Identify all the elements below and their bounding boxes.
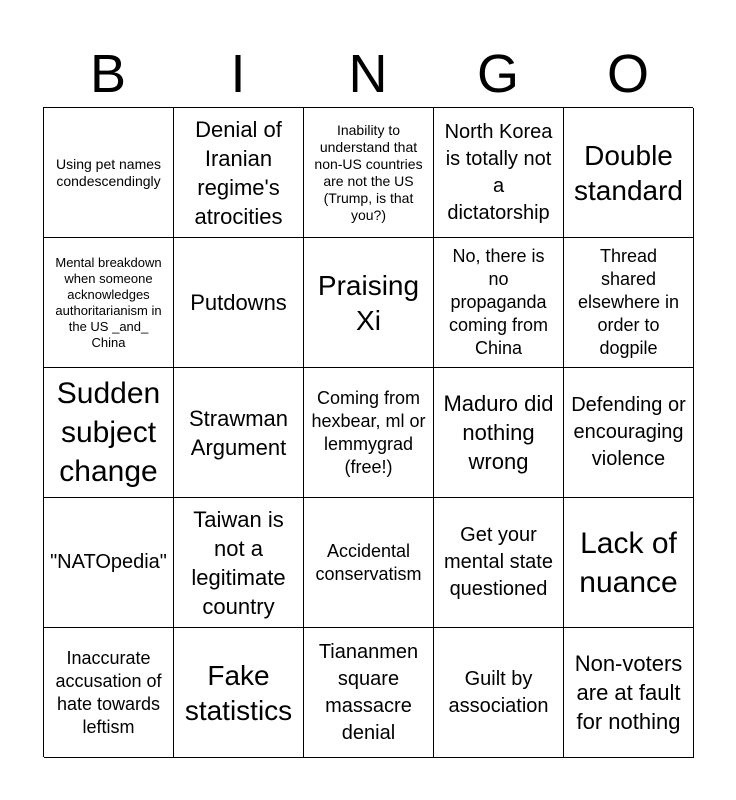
cell-text: Inaccurate accusation of hate towards leftism	[55, 647, 162, 737]
cell-text: Sudden subject change	[56, 377, 161, 488]
bingo-grid	[43, 107, 693, 757]
cell-text: Maduro did nothing wrong	[443, 391, 554, 474]
cell-text: Coming from hexbear, ml or lemmygrad (free!)	[311, 387, 426, 477]
cell-text: Tiananmen square massacre denial	[318, 640, 419, 744]
cell-text: Non-voters are at fault for nothing	[574, 651, 683, 734]
cell-text: Thread shared elsewhere in order to dogpile	[577, 246, 680, 358]
bingo-cell[interactable]	[174, 108, 304, 238]
cell-text: No, there is no propaganda coming from China	[448, 246, 549, 358]
bingo-cell[interactable]	[564, 498, 694, 628]
header-letter-o: O	[606, 44, 649, 104]
header-letter-n: N	[348, 44, 388, 104]
cell-text: Denial of Iranian regime's atrocities	[194, 116, 283, 229]
bingo-cell[interactable]	[564, 628, 694, 758]
bingo-cell[interactable]	[434, 108, 564, 238]
bingo-cell[interactable]	[174, 628, 304, 758]
cell-text: Get your mental state questioned	[444, 524, 553, 600]
bingo-cell[interactable]	[44, 238, 174, 368]
bingo-cell[interactable]	[564, 108, 694, 238]
cell-text: Double standard	[574, 139, 683, 206]
bingo-cell[interactable]	[434, 498, 564, 628]
bingo-cell[interactable]	[564, 238, 694, 368]
cell-text: "NATOpedia"	[50, 551, 167, 573]
cell-text: Lack of nuance	[579, 526, 678, 599]
cell-text: Inability to understand that non-US countries are not the US (Trump, is that you?)	[314, 121, 423, 223]
cell-text: Mental breakdown when someone acknowledges authoritarianism in the US _and_ China	[55, 254, 162, 350]
cell-text: Defending or encouraging violence	[571, 394, 686, 470]
cell-text: Praising Xi	[317, 269, 420, 336]
bingo-cell[interactable]	[434, 628, 564, 758]
bingo-cell[interactable]	[44, 368, 174, 498]
bingo-cell[interactable]	[44, 628, 174, 758]
header-letter-g: G	[476, 44, 519, 104]
bingo-cell[interactable]	[304, 108, 434, 238]
cell-text: Taiwan is not a legitimate country	[191, 506, 286, 619]
cell-text: Strawman Argument	[188, 405, 289, 460]
bingo-cell[interactable]	[44, 498, 174, 628]
bingo-cell[interactable]	[304, 498, 434, 628]
bingo-cell[interactable]	[304, 628, 434, 758]
bingo-cell[interactable]	[434, 238, 564, 368]
header-letter-b: B	[89, 44, 127, 104]
bingo-cell[interactable]	[434, 368, 564, 498]
bingo-cell[interactable]	[304, 238, 434, 368]
cell-text: Guilt by association	[448, 667, 549, 717]
bingo-cell[interactable]	[174, 238, 304, 368]
header-letter-i: I	[230, 44, 246, 104]
bingo-cell[interactable]	[174, 368, 304, 498]
bingo-cell[interactable]	[174, 498, 304, 628]
cell-text: Putdowns	[190, 290, 287, 315]
bingo-cell[interactable]	[304, 368, 434, 498]
cell-text: Accidental conservatism	[315, 540, 422, 584]
cell-text: North Korea is totally not a dictatorship	[444, 120, 553, 224]
bingo-header	[43, 40, 693, 108]
bingo-cell[interactable]	[44, 108, 174, 238]
cell-text: Using pet names condescendingly	[55, 155, 162, 189]
bingo-cell[interactable]	[564, 368, 694, 498]
cell-text: Fake statistics	[184, 659, 293, 726]
